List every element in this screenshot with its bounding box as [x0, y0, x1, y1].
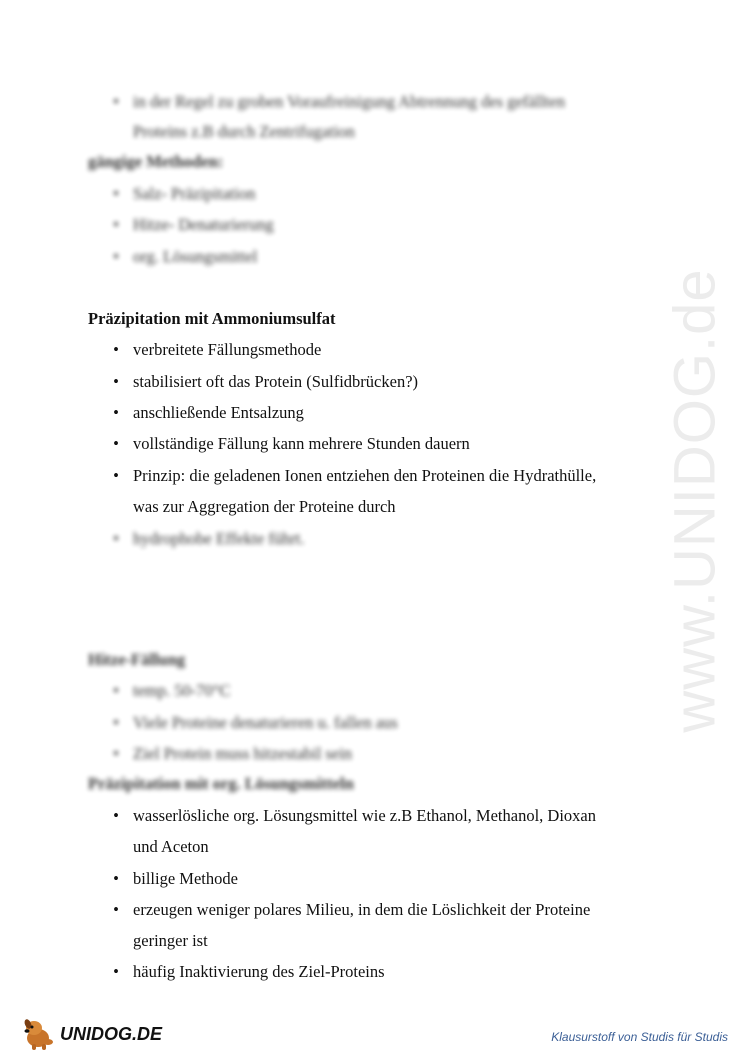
list-item-text: Prinzip: die geladenen Ionen entziehen den Proteinen die Hydrathülle, [133, 466, 597, 485]
list-item-text: in der Regel zu groben Voraufreinigung Abtrennung des gefällten [133, 92, 565, 111]
list-item-text: was zur Aggregation der Proteine durch [133, 497, 396, 516]
bullet: • [113, 900, 119, 919]
bullet: • [113, 529, 119, 548]
footer-slogan: Klausurstoff von Studis für Studis [551, 1030, 728, 1044]
bullet: • [113, 434, 119, 453]
list-item-text: org. Lösungsmittel [133, 247, 258, 266]
section-heading: gängige Methoden: [88, 152, 224, 171]
list-item-text: vollständige Fällung kann mehrere Stunden dauern [133, 434, 470, 453]
list-item-text: Salz- Präzipitation [133, 184, 256, 203]
unidog-logo[interactable] [20, 1012, 180, 1052]
watermark [655, 260, 735, 740]
section-heading: Präzipitation mit Ammoniumsulfat [88, 309, 336, 328]
bullet: • [113, 92, 119, 111]
list-item-text: stabilisiert oft das Protein (Sulfidbrücken?) [133, 372, 419, 391]
list-item-text: anschließende Entsalzung [133, 403, 304, 422]
list-item-text: temp. 50-70°C [133, 681, 231, 700]
watermark-text: www.UNIDOG.de [662, 267, 728, 733]
list-item-text: verbreitete Fällungsmethode [133, 340, 322, 359]
bullet: • [113, 340, 119, 359]
list-item-text: erzeugen weniger polares Milieu, in dem die Löslichkeit der Proteine [133, 900, 591, 919]
section-heading: Hitze-Fällung [88, 650, 186, 669]
list-item-text: geringer ist [133, 931, 208, 950]
bullet: • [113, 372, 119, 391]
bullet: • [113, 744, 119, 763]
logo-text: UNIDOG.DE [60, 1024, 163, 1044]
list-item-text: Viele Proteine denaturieren u. fallen aus [133, 713, 398, 732]
list-item-text: Ziel Protein muss hitzestabil sein [133, 744, 353, 763]
list-item-text: hydrophobe Effekte führt. [133, 529, 305, 548]
bullet: • [113, 869, 119, 888]
section-heading: Präzipitation mit org. Lösungsmitteln [88, 774, 354, 793]
list-item-text: häufig Inaktivierung des Ziel-Proteins [133, 962, 385, 981]
bullet: • [113, 713, 119, 732]
bullet: • [113, 962, 119, 981]
dog-mascot-icon [20, 1012, 62, 1052]
bullet: • [113, 806, 119, 825]
bullet: • [113, 247, 119, 266]
bullet: • [113, 403, 119, 422]
bullet: • [113, 215, 119, 234]
bullet: • [113, 184, 119, 203]
list-item-text: und Aceton [133, 837, 209, 856]
bullet: • [113, 681, 119, 700]
bullet: • [113, 466, 119, 485]
list-item-text: billige Methode [133, 869, 238, 888]
list-item-text: Hitze- Denaturierung [133, 215, 274, 234]
list-item-text: wasserlösliche org. Lösungsmittel wie z.B Ethanol, Methanol, Dioxan [133, 806, 596, 825]
list-item-text: Proteins z.B durch Zentrifugation [133, 122, 355, 141]
